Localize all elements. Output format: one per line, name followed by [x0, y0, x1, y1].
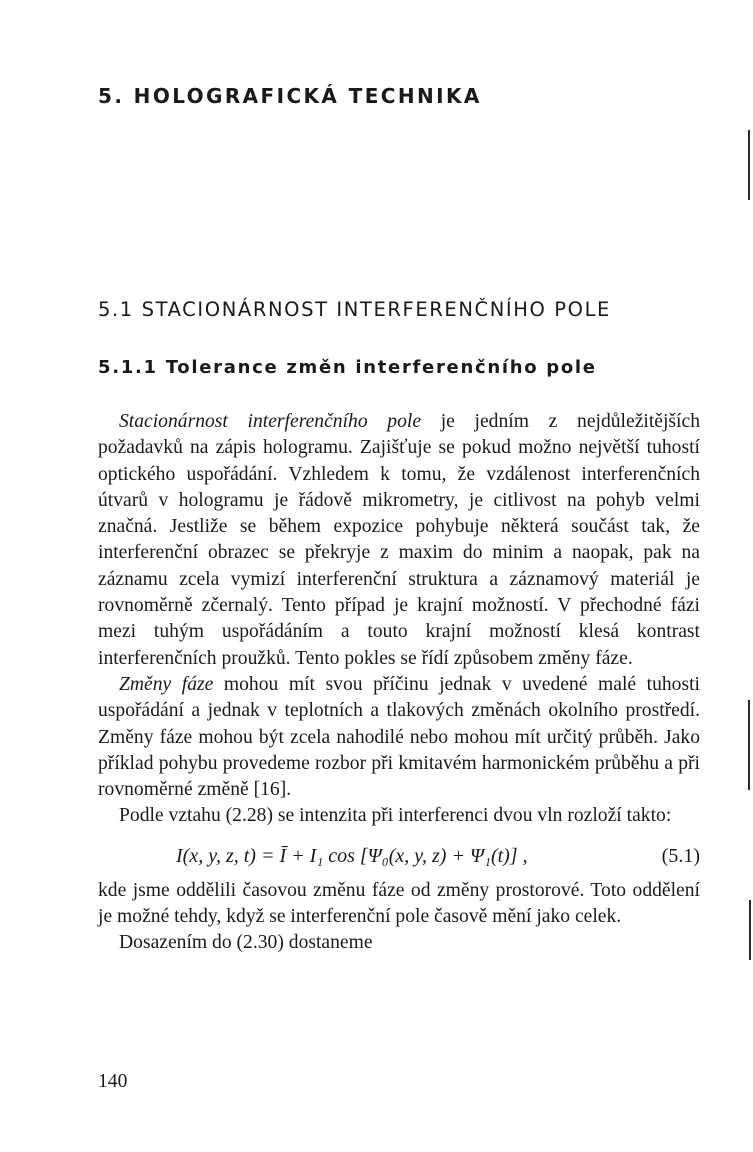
equation-5-1: [98, 834, 700, 878]
chapter-title: 5. HOLOGRAFICKÁ TECHNIKA: [98, 84, 482, 108]
equation-number: (5.1): [661, 844, 700, 867]
body-text: [98, 409, 700, 957]
paragraph-stationarity: [98, 409, 700, 672]
paragraph-intensity-text: Podle vztahu (2.28) se intenzita při interferenci dvou vln rozloží takto:: [119, 805, 672, 827]
term-stationarity: Stacionárnost interferenčního pole: [119, 411, 422, 432]
paragraph-separation-text: kde jsme oddělili časovou změnu fáze od změny prostorové. Toto oddělení je možné tehdy, když se interferenční pole časově mění jako celek.: [98, 879, 700, 928]
paragraph-substitution-text: Dosazením do (2.30) dostaneme: [119, 932, 373, 954]
paragraph-separation: [98, 878, 700, 931]
subsection-title: 5.1.1 Tolerance změn interferenčního pole: [98, 357, 597, 378]
paragraph-substitution: [98, 930, 700, 956]
paragraph-phase-changes: [98, 672, 700, 803]
paragraph-phase-changes-text: mohou mít svou příčinu jednak v uvedené malé tuhosti uspořádání a jednak v teplotních a tlakových změnách okolního prostředí. Změny fáze mohou být zcela nahodilé nebo mohou mít určitý průběh. Jako příklad pohybu provedeme rozbor při kmitavém harmonickém průběhu a při rovnoměrné změně [16].: [98, 673, 700, 801]
scan-edge-line: [749, 900, 751, 960]
scan-edge-line: [748, 700, 750, 790]
section-title: 5.1 STACIONÁRNOST INTERFERENČNÍHO POLE: [98, 298, 611, 321]
paragraph-intensity: [98, 803, 700, 829]
scan-edge-line: [748, 130, 750, 200]
page-number: 140: [98, 1071, 128, 1092]
term-phase-changes: Změny fáze: [119, 673, 214, 695]
paragraph-stationarity-text: je jedním z nejdůležitějších požadavků na zápis hologramu. Zajišťuje se pokud možno největší tuhostí optického uspořádání. Vzhledem k tomu, že vzdálenost interferenčních útvarů v hologramu je řádově mikrometry, je citlivost na pohyb velmi značná. Jestliže se během expozice pohybuje některá součást tak, že interferenční obrazec se překryje z maxim do minim a naopak, pak na záznamu zcela vymizí interferenční struktura a záznamový materiál je rovnoměrně zčernalý. Tento případ je krajní možností. V přechodné fázi mezi tuhým uspořádáním a touto krajní možností klesá kontrast interferenčních proužků. Tento pokles se řídí způsobem změny fáze.: [98, 411, 700, 669]
equation-body: I(x, y, z, t) = Ī + I₁ cos [Ψ₀(x, y, z) + Ψ₁(t)] ,: [176, 844, 528, 867]
